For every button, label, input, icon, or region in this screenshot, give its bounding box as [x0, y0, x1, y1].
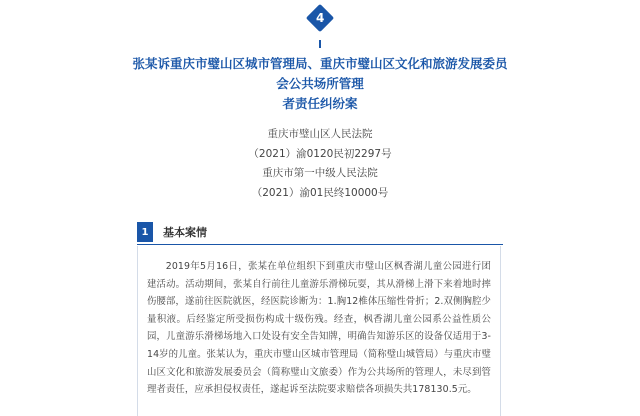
- section-header: [137, 222, 503, 245]
- second-instance-court: 重庆市第一中级人民法院: [262, 167, 378, 179]
- second-instance-case-number: （2021）渝01民终10000号: [251, 186, 389, 199]
- badge-connector-line: [319, 40, 321, 48]
- case-title-line-1: 张某诉重庆市璧山区城市管理局、重庆市璧山区文化和旅游发展委员会公共场所管理: [132, 56, 508, 91]
- first-instance-court: 重庆市璧山区人民法院: [267, 128, 373, 140]
- first-instance-case-number: （2021）渝0120民初2297号: [248, 147, 392, 160]
- case-number: 4: [315, 10, 325, 25]
- case-number-badge: [306, 4, 334, 32]
- case-facts-paragraph: 2019年5月16日，张某在单位组织下到重庆市璧山区枫香湖儿童公园进行团建活动。活动期间，张某自行前往儿童游乐滑梯玩耍，其从滑梯上滑下来着地时摔伤腰部，遂前往医院就医，经医院诊断为：1.胸12椎体压缩性骨折；2.双侧胸腔少量积液。后经鉴定所受损伤构成十级伤残。经查，枫香湖儿童公园系公益性质公园，儿童游乐滑梯场地入口处设有安全告知牌，明确告知游乐区的设备仅适用于3-14岁的儿童。张某认为，重庆市璧山区城市管理局（简称璧山城管局）与重庆市璧山区文化和旅游发展委员会（简称璧山文旅委）作为公共场所的管理人，未尽到管理者责任，应承担侵权责任，遂起诉至法院要求赔偿各项损失共178130.5元。: [147, 261, 491, 396]
- section-number: 1: [137, 222, 153, 242]
- section-number-badge-wrap: [0, 8, 640, 28]
- section-body: [137, 246, 501, 416]
- case-title: [130, 54, 510, 114]
- case-title-line-2: 者责任纠纷案: [282, 96, 358, 111]
- section-title: 基本案情: [163, 226, 207, 239]
- court-info: [0, 125, 640, 203]
